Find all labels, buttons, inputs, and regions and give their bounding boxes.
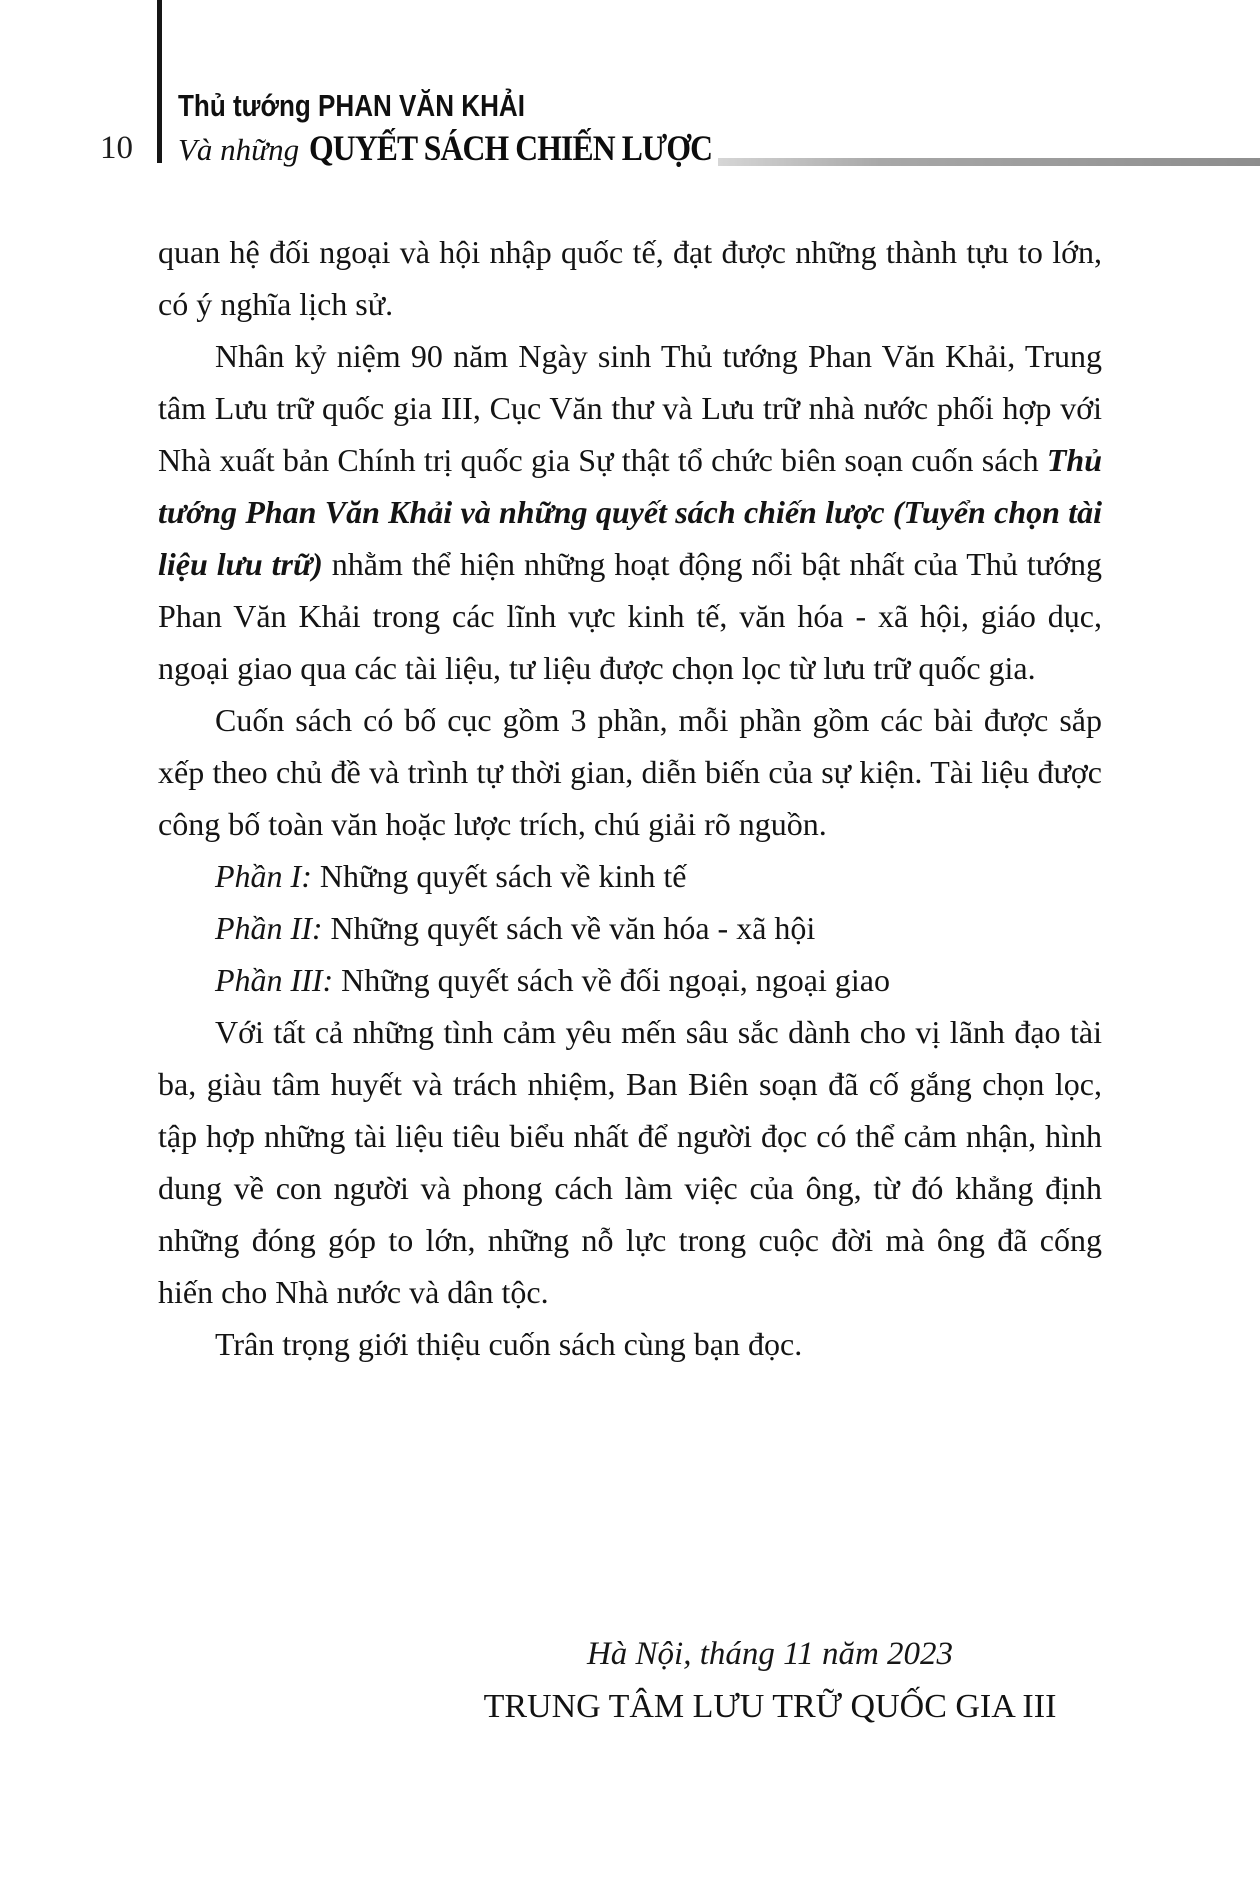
header-rule: [718, 158, 1260, 166]
running-head: [178, 90, 767, 166]
paragraph: [158, 694, 1102, 850]
text-segment-italic: Phần I:: [215, 858, 312, 894]
text-segment-normal: Trân trọng giới thiệu cuốn sách cùng bạn đọc.: [215, 1326, 803, 1362]
text-segment-normal: Với tất cả những tình cảm yêu mến sâu sắc dành cho vị lãnh đạo tài ba, giàu tâm huyết và trách nhiệm, Ban Biên soạn đã cố gắng chọn lọc, tập hợp những tài liệu tiêu biểu nhất để người đọc có thể cảm nhận, hình dung về con người và phong cách làm việc của ông, từ đó khẳng định những đóng góp to lớn, những nỗ lực trong cuộc đời mà ông đã cống hiến cho Nhà nước và dân tộc.: [158, 1014, 1102, 1310]
text-segment-bold-italic: Thủ tướng Phan Văn Khải và những quyết sách chiến lược (Tuyển chọn tài liệu lưu trữ): [158, 442, 1102, 582]
signature-place-date: Hà Nội, tháng 11 năm 2023: [586, 1636, 954, 1672]
text-segment-italic: Phần II:: [215, 910, 323, 946]
paragraph: [158, 850, 1102, 902]
text-segment-normal: quan hệ đối ngoại và hội nhập quốc tế, đạt được những thành tựu to lớn, có ý nghĩa lịch sử.: [158, 234, 1102, 322]
text-segment-normal: nhằm thể hiện những hoạt động nổi bật nhất của Thủ tướng Phan Văn Khải trong các lĩnh vực kinh tế, văn hóa - xã hội, giáo dục, ngoại giao qua các tài liệu, tư liệu được chọn lọc từ lưu trữ quốc gia.: [158, 546, 1103, 686]
text-segment-normal: Cuốn sách có bố cục gồm 3 phần, mỗi phần gồm các bài được sắp xếp theo chủ đề và trình tự thời gian, diễn biến của sự kiện. Tài liệu được công bố toàn văn hoặc lược trích, chú giải rõ nguồn.: [158, 702, 1102, 842]
paragraph: [158, 1006, 1102, 1318]
book-title-line2-prefix: Và những: [178, 132, 300, 167]
paragraph: [158, 330, 1102, 694]
signature-organization: TRUNG TÂM LƯU TRỮ QUỐC GIA III: [483, 1688, 1057, 1725]
text-segment-normal: Những quyết sách về văn hóa - xã hội: [322, 910, 816, 946]
paragraph: [158, 902, 1102, 954]
text-segment-normal: Những quyết sách về đối ngoại, ngoại giao: [333, 962, 890, 998]
paragraph: [158, 1318, 1102, 1370]
book-title-line2: [178, 130, 767, 166]
header-divider-bar: [157, 0, 162, 163]
page-number: 10: [100, 130, 133, 166]
paragraph: [158, 954, 1102, 1006]
page-body: [158, 226, 1102, 1370]
book-title-line2-main: QUYẾT SÁCH CHIẾN LƯỢC: [309, 128, 713, 168]
text-segment-italic: Phần III:: [215, 962, 334, 998]
text-segment-normal: Nhân kỷ niệm 90 năm Ngày sinh Thủ tướng Phan Văn Khải, Trung tâm Lưu trữ quốc gia III, Cục Văn thư và Lưu trữ nhà nước phối hợp với Nhà xuất bản Chính trị quốc gia Sự thật tổ chức biên soạn cuốn sách: [158, 338, 1102, 478]
signature-block: [420, 1628, 1120, 1734]
book-title-line1: Thủ tướng PHAN VĂN KHẢI: [178, 88, 525, 123]
text-segment-normal: Những quyết sách về kinh tế: [311, 858, 687, 894]
paragraph: [158, 226, 1102, 330]
